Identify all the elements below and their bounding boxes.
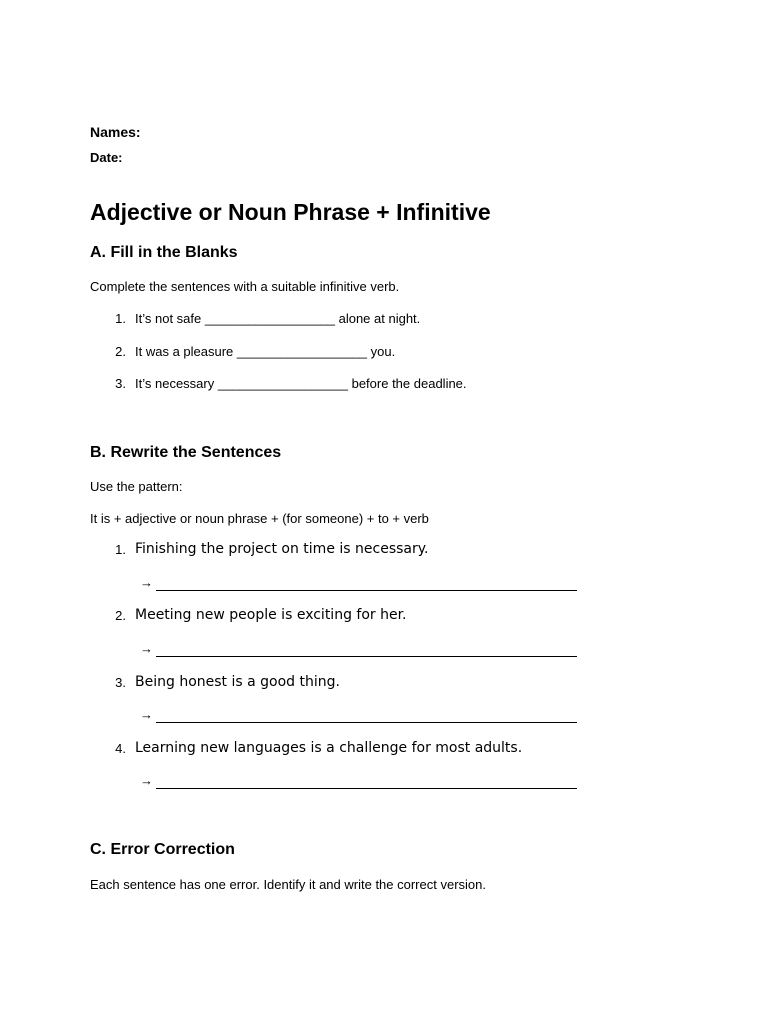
section-b-pattern: It is + adjective or noun phrase + (for someone) + to + verb (90, 511, 429, 526)
item-number: 1. (115, 542, 126, 557)
item-text: Meeting new people is exciting for her. (135, 607, 407, 623)
answer-line-row[interactable] (140, 575, 153, 590)
answer-line-row[interactable] (140, 707, 153, 722)
worksheet-title: Adjective or Noun Phrase + Infinitive (90, 199, 491, 225)
item-number: 2. (115, 344, 126, 359)
arrow-icon: → (140, 773, 153, 788)
section-c-instruction: Each sentence has one error. Identify it and write the correct version. (90, 877, 486, 892)
item-number: 3. (115, 675, 126, 690)
answer-line-row[interactable] (140, 641, 153, 656)
arrow-icon: → (140, 575, 153, 590)
arrow-icon: → (140, 707, 153, 722)
section-c-heading: C. Error Correction (90, 841, 235, 858)
item-text: Being honest is a good thing. (135, 674, 340, 690)
item-number: 2. (115, 608, 126, 623)
item-text: It’s necessary __________________ before the deadline. (135, 376, 467, 391)
item-text: It was a pleasure __________________ you. (135, 344, 396, 359)
section-b-heading: B. Rewrite the Sentences (90, 444, 282, 461)
date-label: Date: (90, 150, 123, 165)
answer-line-row[interactable] (140, 773, 153, 788)
answer-blank[interactable] (156, 788, 577, 789)
names-label: Names: (90, 124, 141, 140)
item-number: 3. (115, 376, 126, 391)
item-text: It’s not safe __________________ alone at night. (135, 311, 421, 326)
item-text: Finishing the project on time is necessary. (135, 541, 429, 557)
answer-blank[interactable] (156, 722, 577, 723)
answer-blank[interactable] (156, 656, 577, 657)
item-text: Learning new languages is a challenge for most adults. (135, 740, 523, 756)
item-number: 1. (115, 311, 126, 326)
answer-blank[interactable] (156, 590, 577, 591)
section-b-instruction: Use the pattern: (90, 479, 183, 494)
item-number: 4. (115, 741, 126, 756)
section-a-heading: A. Fill in the Blanks (90, 244, 238, 261)
section-a-instruction: Complete the sentences with a suitable infinitive verb. (90, 279, 400, 294)
arrow-icon: → (140, 641, 153, 656)
